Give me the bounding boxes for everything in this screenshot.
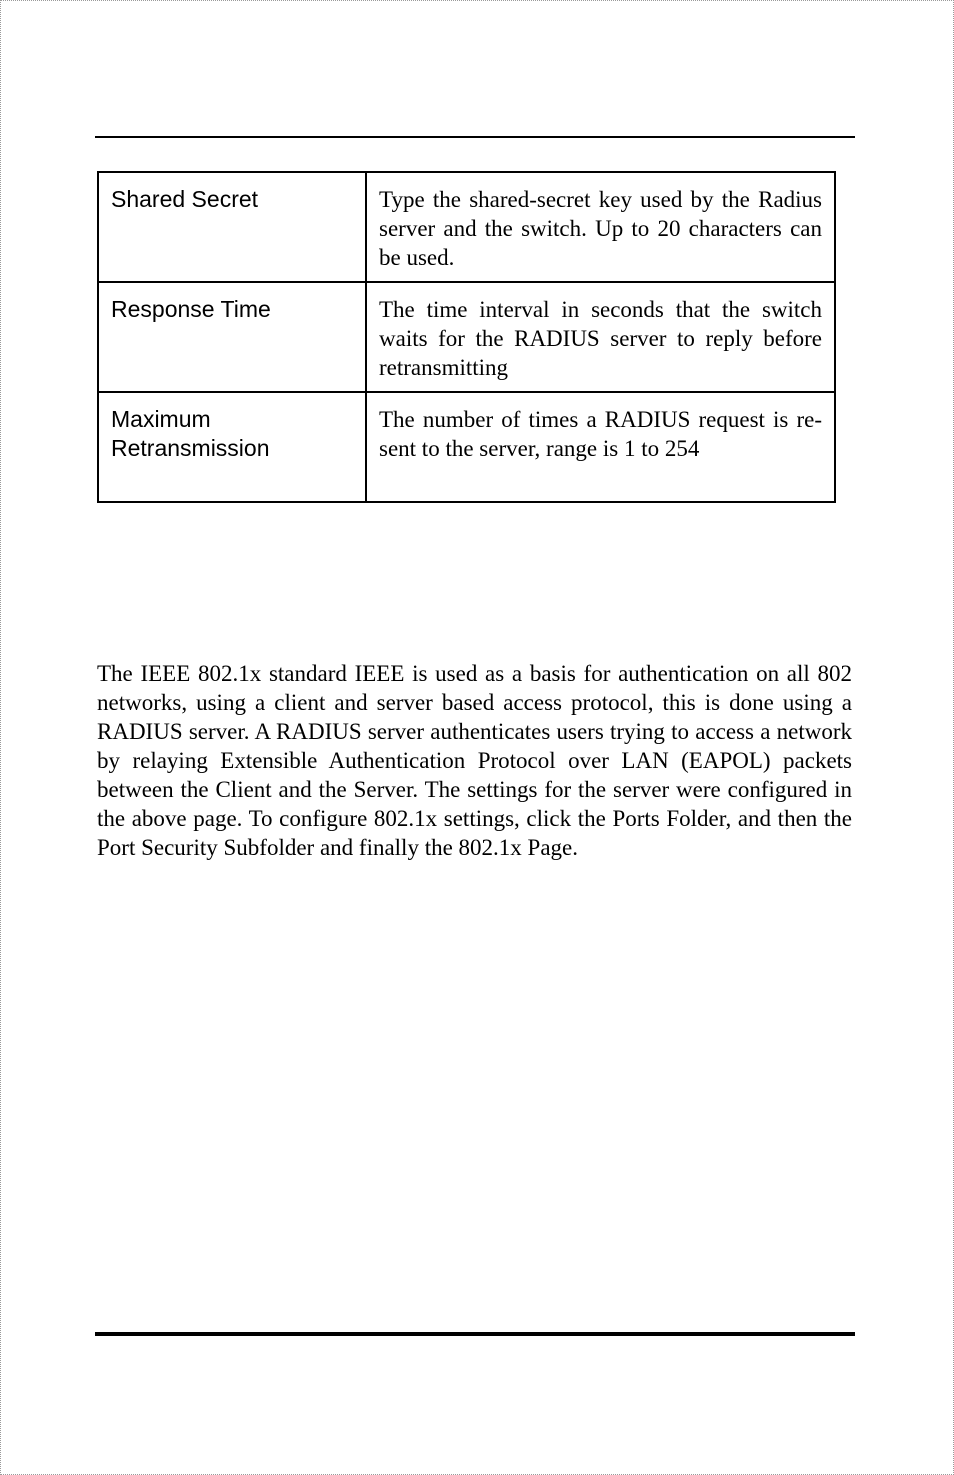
table-row xyxy=(98,282,835,392)
footer-rule xyxy=(95,1332,855,1336)
parameter-table xyxy=(97,171,836,503)
table-row xyxy=(98,172,835,282)
parameter-description: The number of times a RADIUS request is re-sent to the server, range is 1 to 254 xyxy=(366,392,835,502)
parameter-description: Type the shared-secret key used by the Radius server and the switch. Up to 20 characters can be used. xyxy=(366,172,835,282)
table-row xyxy=(98,392,835,502)
parameter-description: The time interval in seconds that the switch waits for the RADIUS server to reply before retransmitting xyxy=(366,282,835,392)
parameter-name: Maximum Retransmission xyxy=(98,392,366,502)
parameter-name: Response Time xyxy=(98,282,366,392)
body-paragraph: The IEEE 802.1x standard IEEE is used as a basis for authentication on all 802 networks, using a client and server based access protocol, this is done using a RADIUS server. A RADIUS server authenticates users trying to access a network by relaying Extensible Authentication Protocol over LAN (EAPOL) packets between the Client and the Server. The settings for the server were configured in the above page. To configure 802.1x settings, click the Ports Folder, and then the Port Security Subfolder and finally the 802.1x Page. xyxy=(97,661,852,860)
header-rule xyxy=(95,136,855,138)
parameter-name: Shared Secret xyxy=(98,172,366,282)
